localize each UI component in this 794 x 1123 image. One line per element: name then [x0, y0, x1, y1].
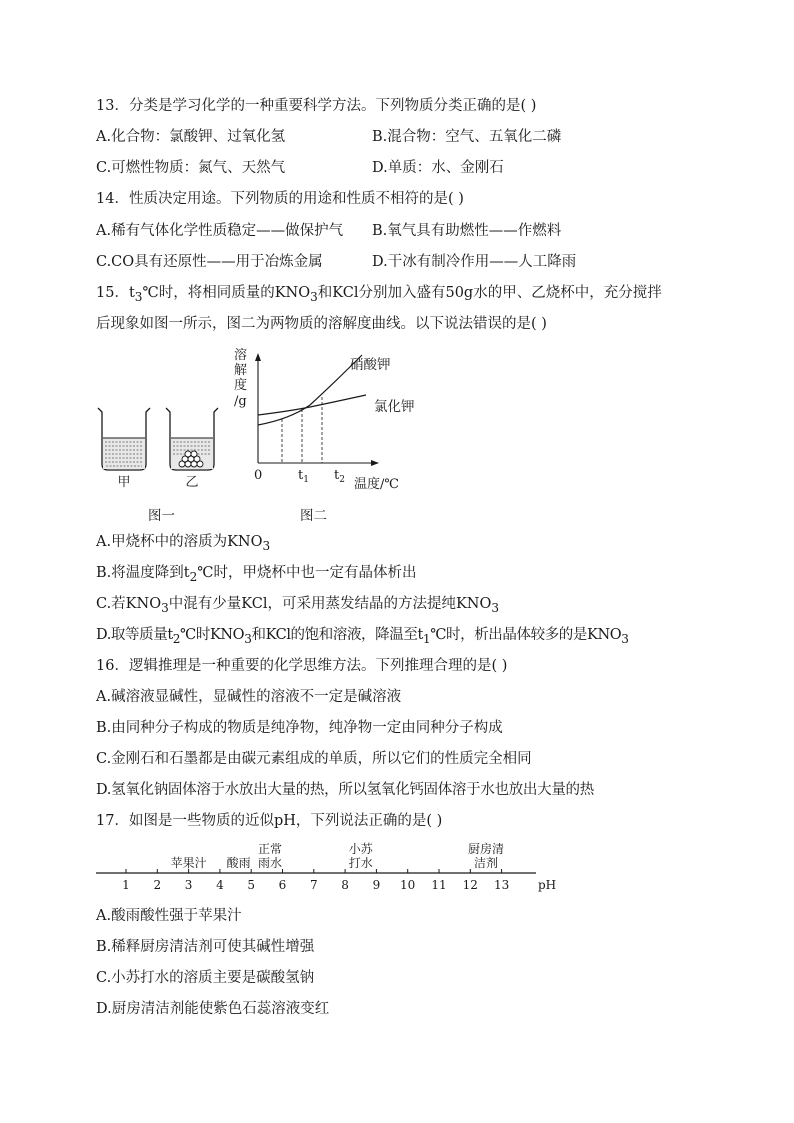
q13-option-d: D.单质：水、金刚石 [372, 160, 504, 176]
figure-2-solubility-chart [230, 345, 430, 497]
ph-substance-label: 打水 [348, 856, 373, 870]
q16-option-a: A.碱溶液显碱性，显碱性的溶液不一定是碱溶液 [96, 689, 402, 705]
figure-1-beakers [92, 398, 222, 494]
q13-option-b: B.混合物：空气、五氧化二磷 [372, 129, 562, 145]
figure-2-caption: 图二 [300, 508, 327, 524]
q17-option-b: B.稀释厨房清洁剂可使其碱性增强 [96, 939, 315, 955]
q14-stem: 14．性质决定用途。下列物质的用途和性质不相符的是( ) [96, 191, 464, 207]
tick-t2: $t_2$ [334, 468, 345, 485]
ph-unit-label: pH [538, 878, 557, 892]
ph-tick-label: 11 [431, 878, 447, 892]
q15-option-d: D.取等质量$t_2℃$时$KNO_3$和KCl的饱和溶液，降温至$t_1℃$时，析出晶体较多的是$KNO_3$ [96, 627, 629, 646]
q16-option-b: B.由同种分子构成的物质是纯净物，纯净物一定由同种分子构成 [96, 720, 503, 736]
ph-tick-label: 2 [153, 878, 162, 892]
q14-option-b: B.氧气具有助燃性——作燃料 [372, 223, 562, 239]
ph-substance-label: 小苏 [348, 842, 373, 856]
q16-option-d: D.氢氧化钠固体溶于水放出大量的热，所以氢氧化钙固体溶于水也放出大量的热 [96, 782, 594, 798]
q13-option-c: C.可燃性物质：氮气、天然气 [96, 160, 286, 176]
tick-t1: $t_1$ [298, 468, 309, 485]
y-axis-label-3: 度 [234, 378, 248, 393]
beaker-yi-label: 乙 [185, 475, 199, 490]
x-axis-arrow [371, 460, 379, 466]
q17-option-a: A.酸雨酸性强于苹果汁 [96, 908, 242, 924]
q15-option-b: B.将温度降到$t_2℃$时，甲烧杯中也一定有晶体析出 [96, 565, 417, 584]
y-axis-label-2: 解 [234, 363, 248, 378]
q14-option-d: D.干冰有制冷作用——人工降雨 [372, 254, 577, 270]
ph-substance-label: 苹果汁 [170, 856, 207, 870]
q13-stem: 13．分类是学习化学的一种重要科学方法。下列物质分类正确的是( ) [96, 98, 537, 114]
y-axis-label-1: 溶 [234, 348, 248, 363]
ph-tick-label: 3 [184, 878, 193, 892]
ph-tick-label: 12 [462, 878, 478, 892]
ph-substance-label: 酸雨 [226, 856, 251, 870]
ph-tick-label: 7 [309, 878, 318, 892]
q17-option-d: D.厨房清洁剂能使紫色石蕊溶液变红 [96, 1001, 330, 1017]
curve-kcl [258, 395, 366, 415]
ph-scale-figure [94, 836, 564, 896]
q15-option-c: C.若$KNO_3$中混有少量KCl，可采用蒸发结晶的方法提纯$KNO_3$ [96, 596, 500, 615]
q16-stem: 16．逻辑推理是一种重要的化学思维方法。下列推理合理的是( ) [96, 658, 508, 674]
ph-substance-label: 洁剂 [473, 856, 498, 870]
origin-label: 0 [254, 468, 263, 483]
ph-substance-label: 正常 [257, 842, 282, 856]
ph-substance-label: 雨水 [257, 856, 282, 870]
y-axis-arrow [255, 353, 261, 361]
beaker-yi [166, 408, 218, 470]
curve-label-kno3: 硝酸钾 [350, 357, 391, 373]
q15-option-a: A.甲烧杯中的溶质为$KNO_3$ [96, 534, 271, 553]
curve-label-kcl: 氯化钾 [374, 399, 415, 415]
ph-substance-label: 厨房清 [467, 842, 504, 856]
figure-1-caption: 图一 [148, 508, 175, 524]
ph-tick-label: 8 [341, 878, 349, 892]
q15-stem-line2: 后现象如图一所示，图二为两物质的溶解度曲线。以下说法错误的是( ) [96, 316, 547, 332]
ph-tick-label: 9 [372, 878, 381, 892]
q17-stem: 17．如图是一些物质的近似pH，下列说法正确的是( ) [96, 813, 443, 829]
beaker-jia [98, 408, 150, 470]
ph-tick-label: 5 [247, 878, 256, 892]
q17-option-c: C.小苏打水的溶质主要是碳酸氢钠 [96, 970, 315, 986]
beaker-jia-label: 甲 [117, 475, 131, 490]
curve-kno3 [258, 355, 362, 425]
q14-option-c: C.CO具有还原性——用于冶炼金属 [96, 254, 323, 270]
ph-tick-label: 4 [216, 878, 224, 892]
y-axis-label-4: /g [234, 394, 247, 409]
q15-stem-line1: 15．$t_3℃$时，将相同质量的$KNO_3$和KCl分别加入盛有50g水的甲、乙烧杯中，充分搅拌 [96, 285, 662, 304]
q16-option-c: C.金刚石和石墨都是由碳元素组成的单质，所以它们的性质完全相同 [96, 751, 532, 767]
ph-tick-label: 6 [278, 878, 287, 892]
ph-tick-label: 10 [400, 878, 416, 892]
ph-tick-label: 1 [122, 878, 130, 892]
x-axis-label: 温度/℃ [354, 477, 399, 492]
q13-option-a: A.化合物：氯酸钾、过氧化氢 [96, 129, 286, 145]
q14-option-a: A.稀有气体化学性质稳定——做保护气 [96, 223, 344, 239]
ph-tick-label: 13 [493, 878, 510, 892]
